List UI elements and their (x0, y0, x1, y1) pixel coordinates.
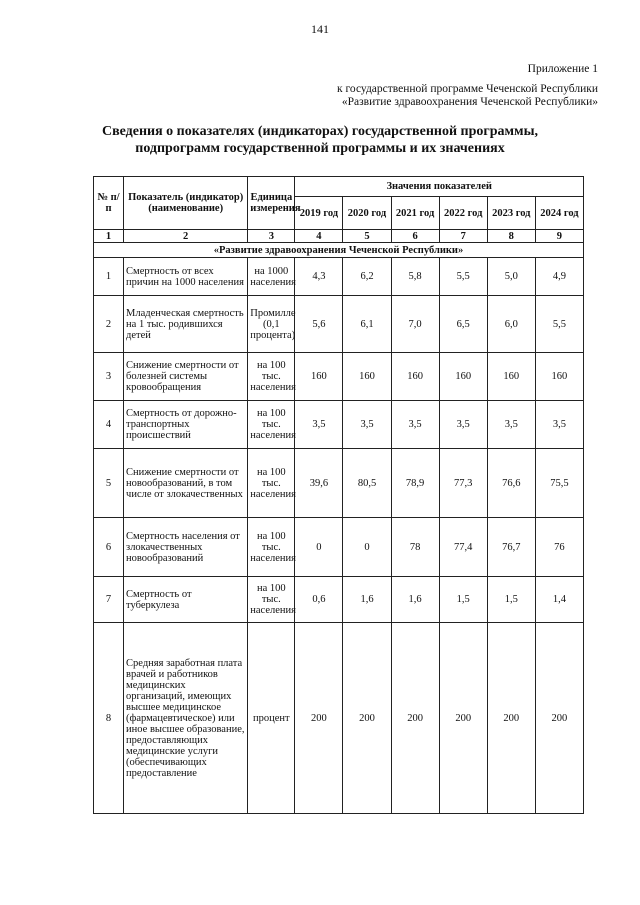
value-cell: 76,6 (487, 449, 535, 518)
annex-reference-line1: к государственной программе Чеченской Республики (337, 83, 598, 95)
indicators-table (93, 176, 584, 814)
value-cell: 200 (343, 623, 391, 814)
value-cell: 160 (487, 353, 535, 401)
value-cell: 39,6 (295, 449, 343, 518)
unit-cell: Промилле (0,1 процента) (248, 296, 295, 353)
row-number: 2 (94, 296, 124, 353)
document-title (70, 123, 570, 157)
indicator-name: Снижение смертности от болезней системы кровообращения (124, 353, 248, 401)
value-cell: 6,2 (343, 258, 391, 296)
unit-cell: на 1000 населения (248, 258, 295, 296)
header-year: 2019 год (295, 197, 343, 230)
value-cell: 1,6 (391, 577, 439, 623)
value-cell: 5,6 (295, 296, 343, 353)
column-number: 2 (124, 230, 248, 243)
indicator-name: Смертность от туберкулеза (124, 577, 248, 623)
document-title-line2: подпрограмм государственной программы и их значениях (135, 141, 505, 156)
column-number: 9 (535, 230, 583, 243)
section-heading: «Развитие здравоохранения Чеченской Республики» (94, 243, 584, 258)
header-year: 2021 год (391, 197, 439, 230)
value-cell: 0 (343, 518, 391, 577)
value-cell: 7,0 (391, 296, 439, 353)
header-values-group: Значения показателей (295, 177, 584, 197)
value-cell: 78 (391, 518, 439, 577)
table-row (94, 518, 584, 577)
value-cell: 5,5 (439, 258, 487, 296)
header-num: № п/п (94, 177, 124, 230)
value-cell: 6,5 (439, 296, 487, 353)
value-cell: 200 (487, 623, 535, 814)
header-year: 2022 год (439, 197, 487, 230)
value-cell: 1,5 (487, 577, 535, 623)
table-row (94, 258, 584, 296)
row-number: 4 (94, 401, 124, 449)
indicator-name: Смертность от дорожно-транспортных происшествий (124, 401, 248, 449)
value-cell: 3,5 (295, 401, 343, 449)
value-cell: 160 (535, 353, 583, 401)
value-cell: 76,7 (487, 518, 535, 577)
header-year: 2020 год (343, 197, 391, 230)
row-number: 3 (94, 353, 124, 401)
value-cell: 0,6 (295, 577, 343, 623)
header-unit: Единица измерения (248, 177, 295, 230)
value-cell: 160 (439, 353, 487, 401)
value-cell: 3,5 (439, 401, 487, 449)
value-cell: 200 (439, 623, 487, 814)
table-row (94, 449, 584, 518)
value-cell: 1,4 (535, 577, 583, 623)
value-cell: 78,9 (391, 449, 439, 518)
value-cell: 6,0 (487, 296, 535, 353)
value-cell: 1,5 (439, 577, 487, 623)
row-number: 6 (94, 518, 124, 577)
row-number: 8 (94, 623, 124, 814)
column-number: 7 (439, 230, 487, 243)
value-cell: 200 (391, 623, 439, 814)
value-cell: 75,5 (535, 449, 583, 518)
header-year: 2023 год (487, 197, 535, 230)
value-cell: 5,8 (391, 258, 439, 296)
unit-cell: на 100 тыс. населения (248, 401, 295, 449)
value-cell: 160 (343, 353, 391, 401)
value-cell: 200 (295, 623, 343, 814)
annex-reference-line2: «Развитие здравоохранения Чеченской Республики» (341, 96, 598, 108)
column-number: 1 (94, 230, 124, 243)
value-cell: 0 (295, 518, 343, 577)
value-cell: 5,0 (487, 258, 535, 296)
unit-cell: на 100 тыс. населения (248, 577, 295, 623)
value-cell: 5,5 (535, 296, 583, 353)
column-number: 5 (343, 230, 391, 243)
value-cell: 160 (295, 353, 343, 401)
header-name: Показатель (индикатор) (наименование) (124, 177, 248, 230)
value-cell: 1,6 (343, 577, 391, 623)
value-cell: 77,4 (439, 518, 487, 577)
indicator-name: Средняя заработная плата врачей и работников медицинских организаций, имеющих высшее медицинское (фармацевтическое) или иное высшее образование, предоставляющих медицинские услуги (обеспечивающих предоставление (124, 623, 248, 814)
value-cell: 160 (391, 353, 439, 401)
value-cell: 77,3 (439, 449, 487, 518)
table-row (94, 623, 584, 814)
value-cell: 6,1 (343, 296, 391, 353)
column-number: 4 (295, 230, 343, 243)
unit-cell: на 100 тыс. населения (248, 353, 295, 401)
column-number: 3 (248, 230, 295, 243)
unit-cell: процент (248, 623, 295, 814)
table-row (94, 577, 584, 623)
table-row (94, 401, 584, 449)
table-row (94, 296, 584, 353)
value-cell: 200 (535, 623, 583, 814)
value-cell: 3,5 (487, 401, 535, 449)
indicator-name: Снижение смертности от новообразований, в том числе от злокачественных (124, 449, 248, 518)
indicator-name: Смертность от всех причин на 1000 населения (124, 258, 248, 296)
value-cell: 4,3 (295, 258, 343, 296)
unit-cell: на 100 тыс. населения (248, 518, 295, 577)
column-number: 8 (487, 230, 535, 243)
page-number: 141 (311, 22, 329, 36)
value-cell: 3,5 (343, 401, 391, 449)
table-row (94, 353, 584, 401)
value-cell: 80,5 (343, 449, 391, 518)
document-title-line1: Сведения о показателях (индикаторах) государственной программы, (101, 124, 539, 139)
indicator-name: Младенческая смертность на 1 тыс. родившихся детей (124, 296, 248, 353)
value-cell: 3,5 (391, 401, 439, 449)
column-number: 6 (391, 230, 439, 243)
row-number: 5 (94, 449, 124, 518)
row-number: 7 (94, 577, 124, 623)
annex-title: Приложение 1 (527, 63, 598, 75)
value-cell: 3,5 (535, 401, 583, 449)
header-year: 2024 год (535, 197, 583, 230)
value-cell: 76 (535, 518, 583, 577)
indicator-name: Смертность населения от злокачественных новообразований (124, 518, 248, 577)
value-cell: 4,9 (535, 258, 583, 296)
unit-cell: на 100 тыс. населения (248, 449, 295, 518)
row-number: 1 (94, 258, 124, 296)
